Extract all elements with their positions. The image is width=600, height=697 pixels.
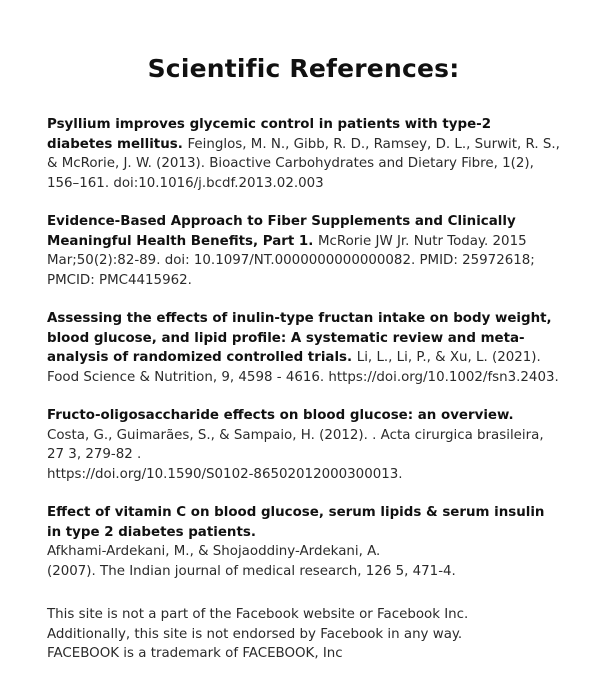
reference-authors: Afkhami-Ardekani, M., & Shojaoddiny-Ardekani, A. (47, 544, 381, 559)
reference-item (47, 212, 560, 290)
reference-citation: Costa, G., Guimarães, S., & Sampaio, H. (2012). . Acta cirurgica brasileira, 27 3, 279-82 . (47, 427, 544, 462)
reference-item (47, 406, 560, 484)
reference-title: Evidence-Based Approach to Fiber Supplements and Clinically Meaningful Health Benefits, Part 1. (47, 214, 516, 249)
reference-title: Assessing the effects of inulin-type fructan intake on body weight, blood glucose, and lipid profile: A systematic review and meta-analysis of randomized controlled trials. (47, 311, 552, 365)
reference-citation: (2007). The Indian journal of medical research, 126 5, 471-4. (47, 563, 456, 579)
reference-item (47, 309, 560, 387)
reference-title: Psyllium improves glycemic control in patients with type-2 diabetes mellitus. (47, 117, 492, 152)
reference-title: Fructo-oligosaccharide effects on blood glucose: an overview. (47, 408, 514, 423)
reference-item (47, 115, 560, 193)
disclaimer-line: FACEBOOK is a trademark of FACEBOOK, Inc (47, 646, 343, 661)
page-title: Scientific References: (147, 54, 460, 83)
reference-citation: Li, L., Li, P., & Xu, L. (2021). Food Science & Nutrition, 9, 4598 - 4616. https://doi.org/10.1002/fsn3.2403. (47, 350, 559, 385)
reference-citation: McRorie JW Jr. Nutr Today. 2015 Mar;50(2):82-89. doi: 10.1097/NT.0000000000000082. PMID: 25972618; PMCID: PMC4415962. (47, 233, 535, 288)
facebook-disclaimer (47, 605, 560, 664)
disclaimer-line: Additionally, this site is not endorsed by Facebook in any way. (47, 626, 463, 642)
reference-citation: Feinglos, M. N., Gibb, R. D., Ramsey, D. L., Surwit, R. S., & McRorie, J. W. (2013). Bioactive Carbohydrates and Dietary Fibre, 1(2), 156–161. doi:10.1016/j.bcdf.2013.02.003 (47, 136, 560, 191)
reference-title: Effect of vitamin C on blood glucose, serum lipids & serum insulin in type 2 diabetes patients. (47, 505, 545, 540)
reference-item (47, 503, 560, 581)
reference-doi: https://doi.org/10.1590/S0102-86502012000300013. (47, 466, 403, 482)
disclaimer-line: This site is not a part of the Facebook website or Facebook Inc. (47, 607, 469, 622)
reference-list (47, 115, 560, 581)
